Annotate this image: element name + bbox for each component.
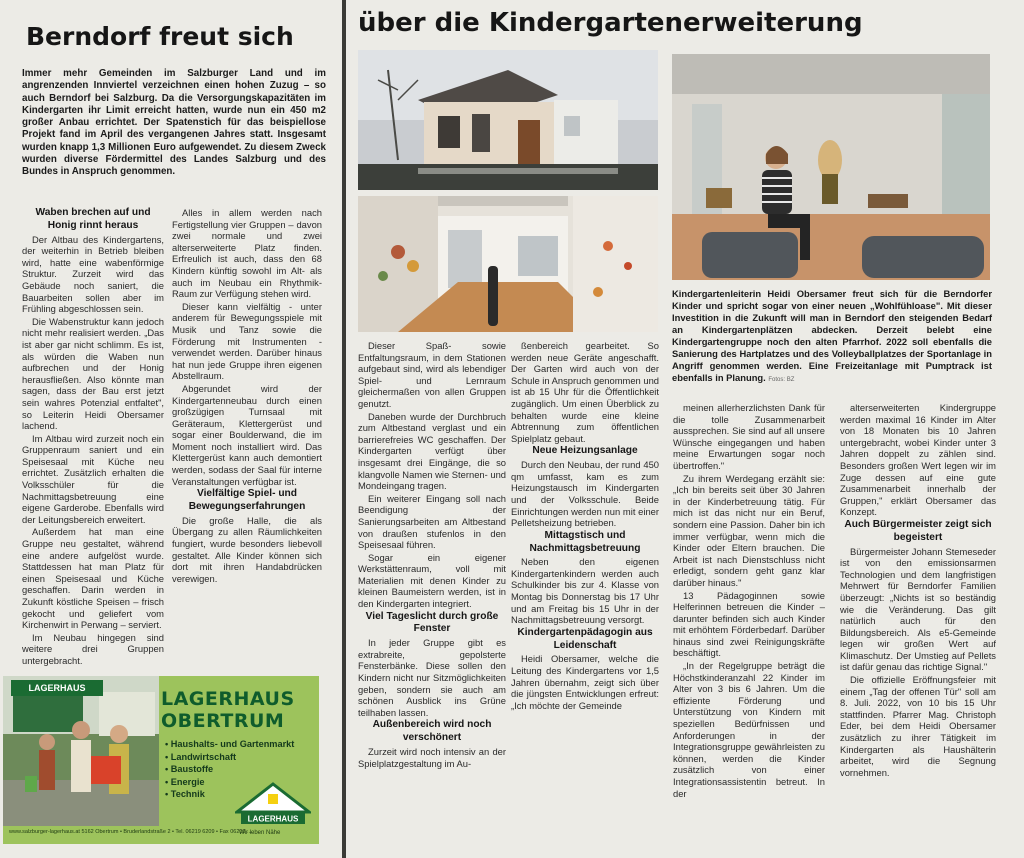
- photo-interior-hallway: [358, 196, 658, 332]
- ad-service-item: • Energie: [165, 776, 294, 789]
- ad-service-item: • Technik: [165, 788, 294, 801]
- subhead-mittagstisch: Mittagstisch und Nachmittagsbetreuung: [529, 529, 641, 554]
- column-2: [172, 207, 322, 670]
- lagerhaus-logo-icon: [235, 782, 311, 832]
- headline-left: Berndorf freut sich: [26, 22, 294, 51]
- ad-service-item: • Baustoffe: [165, 763, 294, 776]
- lagerhaus-logo-text: LAGERHAUS: [247, 814, 299, 824]
- paragraph: Die offizielle Eröffnungsfeier mit einem „Tag der offenen Tür" soll am 8. Juli. 2022, von 10 bis 15 Uhr stattfinden. Pfarrer Mag. Christoph Eder, bei dem Heidi Obersamer zusätzlich zu ihrer Tätigkeit im Kindergarten als Haushälterin arbeitet, wird die Segnung vornehmen.: [840, 674, 996, 778]
- photo-building-exterior: [358, 50, 658, 190]
- paragraph: Abgerundet wird der Kindergartenneubau durch einen großzügigen Turnsaal mit Geräteraum, Klettergerüst und sogar einer Boulderwand, die im Moment noch installiert wird. Das Klettergerüst kann auch demontiert werden, sodass der Saal für interne Veranstaltungen verfügbar ist.: [172, 382, 322, 487]
- paragraph: Zurzeit wird noch intensiv an der Spielplatzgestaltung im Au-: [358, 746, 506, 769]
- ad-store-sign: LAGERHAUS: [11, 680, 103, 696]
- paragraph: Dieser Spaß- sowie Entfaltungsraum, in dem Stationen aufgebaut sind, wird als lebendiger Spiel- und Lernraum gleichermaßen von allen Gruppen genutzt.: [358, 340, 506, 409]
- paragraph: Durch den Neubau, der rund 450 qm umfasst, kam es zum Heizungstausch im Kindergarten und der Volksschule. Beide Einrichtungen werden nun mit einer Pelletsheizung betrieben.: [511, 459, 659, 529]
- ad-slogan: Wir leben Nähe: [239, 830, 281, 836]
- subhead-tageslicht: Viel Tageslicht durch große Fenster: [365, 610, 499, 635]
- paragraph: Im Neubau hingegen sind weitere drei Gruppen untergebracht.: [22, 631, 164, 666]
- subhead-waben: Waben brechen auf und Honig rinnt heraus: [35, 207, 151, 231]
- paragraph: Bürgermeister Johann Stemeseder ist von den emissionsarmen Technologien und dem langfristigen Mehrwert für Berndorfer Familien überzeugt: „Nichts ist so beständig wie die Veränderung. Das gilt natürlich auch für den Bildungsbereich. Als e5-Gemeinde legen wir großen Wert auf Klimaschutz. Der Umstieg auf Pellets ist dafür genau das richtige Signal.": [840, 545, 996, 673]
- photo-heidi-obersamer: [672, 54, 990, 280]
- subhead-buergermeister: Auch Bürgermeister zeigt sich begeistert: [844, 518, 992, 543]
- ad-photo-family: [3, 676, 159, 826]
- paragraph: Daneben wurde der Durchbruch zum Altbestand verglast und ein barrierefreies WC geschaffen. Der Kindergarten verfügt über insgesamt drei Eingänge, die so klangvolle Namen wie Sternen- und Mondeingang tragen.: [358, 410, 506, 492]
- column-5: [673, 402, 825, 852]
- lead-paragraph: Immer mehr Gemeinden im Salzburger Land und im angrenzenden Innviertel verzeichnen einen hohen Zuzug – so auch Berndorf bei Salzburg. Da die Versorgungskapazitäten im Kindergarten ihr Limit erreicht hatten, wurde nun ein 450 m2 großer Anbau errichtet. Der Spatenstich für das beispiellose Projekt fand im April des vergangenen Jahres statt. Insgesamt wurden knapp 1,3 Millionen Euro aufgewendet. Zu diesem Zweck wurden diverse Fördermittel des Landes Salzburg und des Bundes in Anspruch genommen.: [22, 68, 326, 178]
- paragraph: Im Altbau wird zurzeit noch ein Gruppenraum saniert und ein Speisesaal mit Küche neu errichtet. Zusätzlich erhalten die Volksschüler für die Nachmittagsbetreuung eine eigene Garderobe. Ebenfalls wird der Leitungsbereich erweitert.: [22, 432, 164, 525]
- lagerhaus-advertisement: [3, 676, 319, 844]
- subhead-paedagogin: Kindergartenpädagogin aus Leidenschaft: [517, 626, 653, 651]
- headline-right: über die Kindergartenerweiterung: [358, 8, 863, 38]
- right-page: [346, 0, 1024, 858]
- paragraph: Neben den eigenen Kindergartenkindern werden auch Schulkinder bis zur 4. Klasse von Montag bis Donnerstag bis 17 Uhr und am Freitag bis 15 Uhr in der Nachmittagsbetreuung versorgt.: [511, 556, 659, 626]
- paragraph: Sogar ein eigener Werkstättenraum, voll mit Materialien mit denen Kinder zu kleinen Baumeistern werden, ist in den Kindergarten integriert.: [358, 551, 506, 610]
- paragraph: ßenbereich gearbeitet. So werden neue Geräte angeschafft. Der Garten wird auch von der Schule in Anspruch genommen und ist ab 15 Uhr für die Öffentlichkeit zugänglich. Um einen Überblick zu behalten wurde eine kleine Abtrennung zum öffentlichen Spielplatz gebaut.: [511, 340, 659, 444]
- paragraph: In jeder Gruppe gibt es extrabreite, gepolsterte Fensterbänke. Diese sollen den Kindern nicht nur Sitzmöglichkeiten geben, sondern sie auch am schönen Ausblick ins Grüne teilhaben lassen.: [358, 637, 506, 718]
- ad-title-line-1: LAGERHAUS: [161, 688, 295, 710]
- ad-service-item: • Landwirtschaft: [165, 751, 294, 764]
- column-3: [358, 340, 506, 852]
- left-page: [0, 0, 342, 858]
- ad-footer-contact: www.salzburger-lagerhaus.at 5162 Obertrum • Bruderlandstraße 2 • Tel. 06219 6209 • Fax 06219 ...: [9, 829, 252, 835]
- paragraph: Die Wabenstruktur kann jedoch nicht mehr realisiert werden. „Das ist aber gar nicht schlimm. Es ist, als würden die Waben nun aufbrechen und der Honig herausfließen. Also könnte man sagen, dass der Bau erst jetzt sein wahres Potenzial entfaltet", so Leiterin Heidi Obersamer lachend.: [22, 315, 164, 432]
- paragraph: Ein weiterer Eingang soll nach Beendigung der Sanierungsarbeiten am Altbestand von draußen stufenlos in den Speisesaal führen.: [358, 492, 506, 551]
- paragraph: „In der Regelgruppe beträgt die Höchstkinderanzahl 22 Kinder im Alter von 3 bis 6 Jahren. Um die effiziente Förderung und Unterstützung von Kindern mit speziellen Bedürfnissen und Anforderungen in der Integrationsgruppe gewährleisten zu können, werden die Kinder zusätzlich von einer Integrationsassistentin betreut. In der: [673, 660, 825, 799]
- paragraph: meinen allerherzlichsten Dank für die tolle Zusammenarbeit aussprechen. Sie sind auf all unsere Wünsche eingegangen und haben meine Erwartungen sogar noch übertroffen.": [673, 402, 825, 471]
- paragraph: Die große Halle, die als Übergang zu allen Räumlichkeiten fungiert, wurde besonders liebevoll gestaltet. Alle Kinder können sich dort mit ihren Handabdrücken verewigen.: [172, 514, 322, 584]
- paragraph: Heidi Obersamer, welche die Leitung des Kindergartens vor 1,5 Jahren übernahm, zeigt sich über die jüngsten Entwicklungen erfreut: „Ich möchte der Gemeinde: [511, 653, 659, 711]
- paragraph: Außerdem hat man eine Gruppe neu gestaltet, während eine andere aufgelöst wurde. Stattdessen hat man Platz für einen Speisesaal und Küche geschaffen. Darin werden in Zukunft köstliche Speisen – frisch gekocht und geliefert vom Kirchenwirt in Perwang – serviert.: [22, 526, 164, 631]
- subhead-spiel: Vielfältige Spiel- und Bewegungserfahrungen: [188, 488, 306, 513]
- column-1: [22, 207, 164, 670]
- ad-title: [161, 688, 313, 732]
- paragraph: Alles in allem werden nach Fertigstellung vier Gruppen – davon zwei normale und zwei alterserweiterte Platz finden. Erfreulich ist auch, dass den 68 Kindern künftig sowohl im Alt- als auch im Neubau ein Rhythmik-Raum zur Verfügung stehen wird.: [172, 207, 322, 300]
- photo-caption-text: Kindergartenleiterin Heidi Obersamer freut sich für die Berndorfer Kinder und spricht sogar von einer neuen „Wohlfühloase". Mit dieser Investition in die Zukunft will man in Berndorf den steigenden Bedarf an Kindergartenplätzen abdecken. Derzeit belebt eine Kindergartengruppe noch den alten Pfarrhof. 2022 soll ebenfalls die Sanierung des Hartplatzes und des Volleyballplatzes der Sportanlage in Angriff genommen werden. Eine Freizeitanlage mit Pumptrack ist ebenfalls in Planung.: [672, 288, 992, 383]
- paragraph: Der Altbau des Kindergartens, der weiterhin in Betrieb bleiben wird, hatte eine wabenförmige Struktur. Zurzeit wird das Gebäude noch saniert, die Bauarbeiten sollen aber im Frühling abgeschlossen sein.: [22, 233, 164, 315]
- ad-service-item: • Haushalts- und Gartenmarkt: [165, 738, 294, 751]
- ad-title-line-2: OBERTRUM: [161, 710, 285, 732]
- photo-credit: Fotos: BZ: [768, 377, 795, 383]
- paragraph: 13 Pädagoginnen sowie Helferinnen betreuen die Kinder – darunter befinden sich auch Kinder mit erhöhtem Förderbedarf. Darüber hinaus sind zwei Reinigungskräfte beschäftigt.: [673, 589, 825, 659]
- subhead-aussenbereich: Außenbereich wird noch verschönert: [372, 719, 492, 744]
- column-6: [840, 402, 996, 852]
- paragraph: Dieser kann vielfältig - unter anderem für Bewegungsspiele mit Musik und Tanz sowie die Förderung mit Instrumenten - verwendet werden. Darüber hinaus hat nun jede Gruppe ihren eigenen Abstellraum.: [172, 300, 322, 382]
- paragraph: Zu ihrem Werdegang erzählt sie: „Ich bin bereits seit über 30 Jahren in der Kinderbetreuung tätig. Für mich ist das nicht nur ein Beruf, sondern eine Passion. Daher bin ich immer verfügbar, wenn mich die Kinder oder Eltern brauchen. Die Arbeit ist nach Dienstschluss nicht erledigt, sondern geht ganz klar darüber hinaus.": [673, 472, 825, 588]
- column-4: [511, 340, 659, 852]
- paragraph: alterserweiterten Kindergruppe werden maximal 16 Kinder im Alter von 18 Monaten bis 10 Jahren untergebracht, wobei Kinder unter 3 Jahren doppelt zu zählen sind. Besonders großen Wert legen wir im Zuge dessen auf eine gute Zusammenarbeit innerhalb der Gruppen," erklärt Obersamer das Konzept.: [840, 402, 996, 518]
- photo-caption: [672, 288, 992, 386]
- subhead-heizung: Neue Heizungsanlage: [532, 445, 638, 457]
